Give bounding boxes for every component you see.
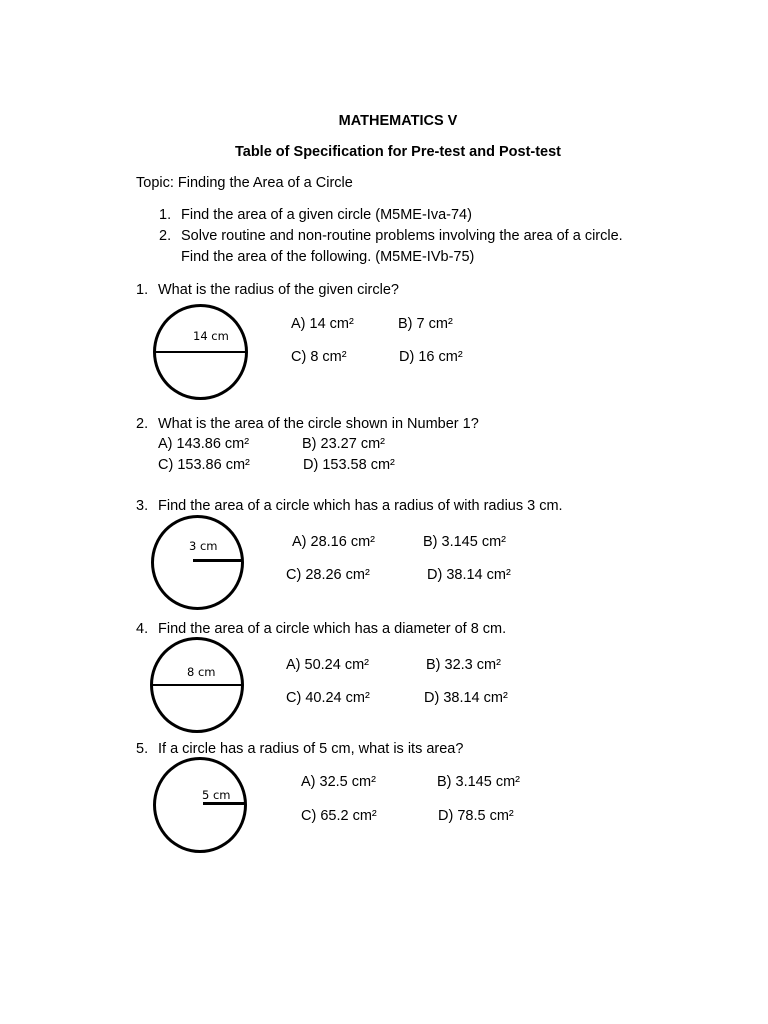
question-text: Find the area of a circle which has a radius of with radius 3 cm. — [158, 498, 563, 514]
option-b: B) 3.145 cm² — [423, 534, 506, 550]
question-text: If a circle has a radius of 5 cm, what is its area? — [158, 741, 464, 757]
circle-figure — [153, 757, 247, 853]
document-title: MATHEMATICS V — [338, 113, 458, 129]
question-number: 5. — [136, 741, 149, 757]
option-c: C) 28.26 cm² — [286, 567, 370, 583]
option-d: D) 16 cm² — [399, 349, 463, 365]
option-d: D) 38.14 cm² — [424, 690, 508, 706]
diameter-line — [155, 351, 246, 353]
question-number: 1. — [136, 282, 149, 298]
objective-number: 2. — [159, 228, 172, 244]
question-text: Find the area of a circle which has a diameter of 8 cm. — [158, 621, 507, 637]
option-b: B) 32.3 cm² — [426, 657, 501, 673]
option-d: D) 78.5 cm² — [438, 808, 514, 824]
topic-line: Topic: Finding the Area of a Circle — [136, 175, 353, 191]
radius-line — [203, 802, 245, 805]
question-number: 4. — [136, 621, 149, 637]
document-subtitle: Table of Specification for Pre-test and Post-test — [234, 144, 562, 160]
option-b: B) 7 cm² — [398, 316, 453, 332]
option-c: C) 153.86 cm² — [158, 457, 250, 473]
question-number: 2. — [136, 416, 149, 432]
option-a: A) 143.86 cm² — [158, 436, 250, 452]
option-a: A) 14 cm² — [291, 316, 354, 332]
option-c: C) 65.2 cm² — [301, 808, 377, 824]
option-d: D) 38.14 cm² — [427, 567, 511, 583]
option-a: A) 32.5 cm² — [301, 774, 376, 790]
circle-dimension-label: 3 cm — [189, 539, 218, 553]
question-number: 3. — [136, 498, 149, 514]
option-b: B) 23.27 cm² — [302, 436, 385, 452]
option-c: C) 8 cm² — [291, 349, 347, 365]
option-a: A) 50.24 cm² — [286, 657, 369, 673]
option-c: C) 40.24 cm² — [286, 690, 370, 706]
circle-figure — [151, 515, 244, 610]
radius-line — [193, 559, 242, 562]
option-a: A) 28.16 cm² — [292, 534, 375, 550]
objective-text: Solve routine and non-routine problems involving the area of a circle. — [181, 228, 623, 244]
objective-text-continued: Find the area of the following. (M5ME-IVb-75) — [181, 249, 475, 265]
option-b: B) 3.145 cm² — [437, 774, 520, 790]
question-text: What is the radius of the given circle? — [158, 282, 399, 298]
objective-number: 1. — [159, 207, 172, 223]
option-d: D) 153.58 cm² — [303, 457, 395, 473]
circle-dimension-label: 5 cm — [202, 788, 231, 802]
circle-dimension-label: 8 cm — [187, 665, 216, 679]
diameter-line — [152, 684, 242, 686]
circle-dimension-label: 14 cm — [193, 329, 229, 343]
objective-text: Find the area of a given circle (M5ME-Iva-74) — [181, 207, 472, 223]
question-text: What is the area of the circle shown in Number 1? — [158, 416, 479, 432]
